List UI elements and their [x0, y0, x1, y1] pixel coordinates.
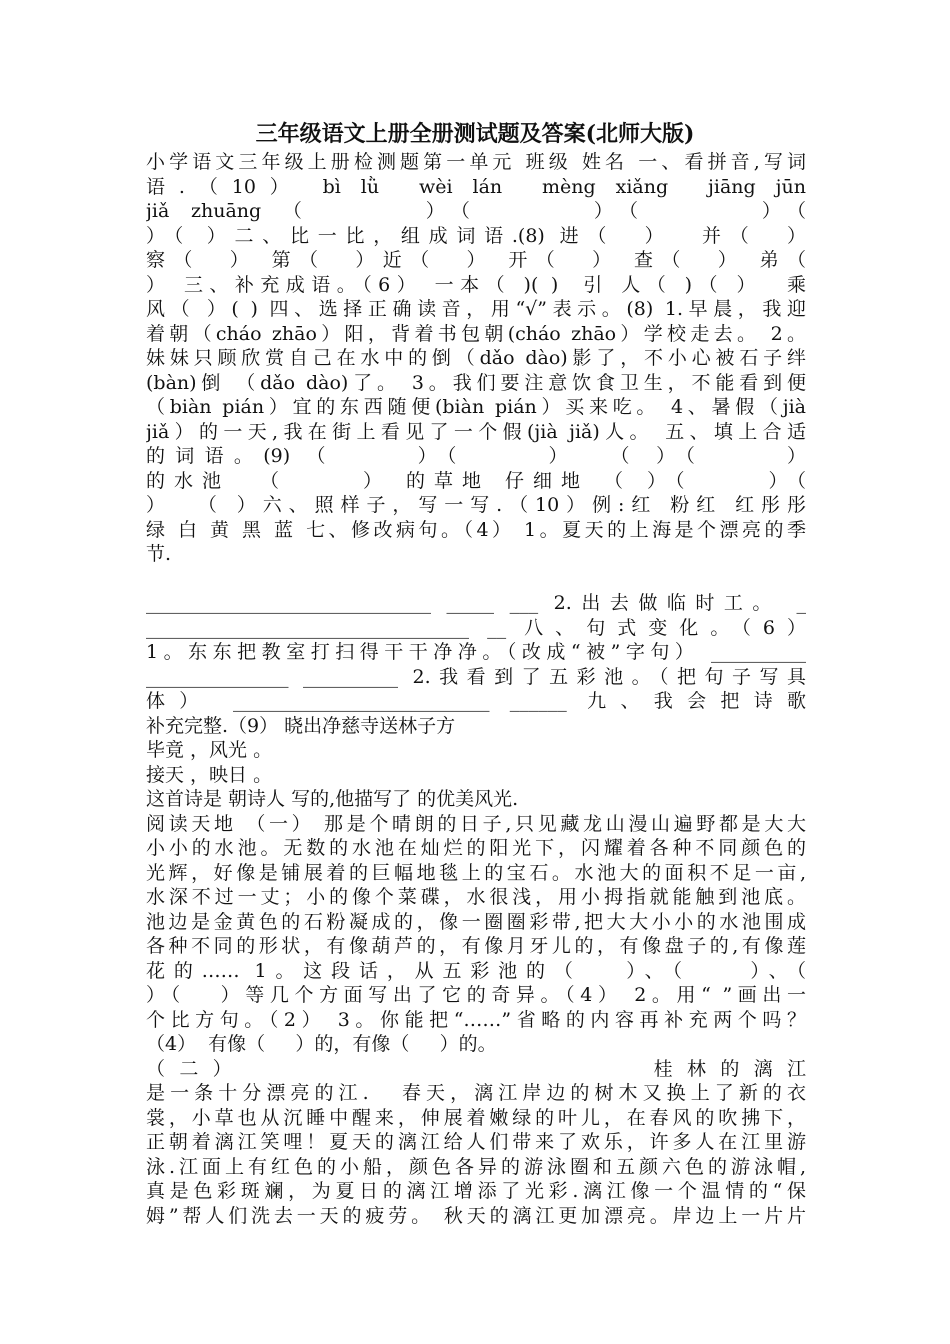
text-line — [146, 567, 806, 591]
text-line: 裳，小草也从沉睡中醒来，伸展着嫩绿的叶儿，在春风的吹拂下， — [146, 1106, 806, 1129]
text-line: 察（ ） 第（ ）近（ ） 开（ ） 查（ ） 弟（ — [146, 249, 806, 271]
text-line: 1。东东把教室打扫得干干净净。（改成“被”字句） __________ — [146, 641, 806, 663]
text-line: jiǎ zhuāng （ ）（ ）（ ）（ — [146, 200, 806, 222]
text-line: 风（ ）( ) 四、选择正确读音，用“√”表示。(8) 1.早晨，我迎 — [146, 298, 806, 320]
text-line: 毕竟 ，风光 。 — [146, 739, 273, 761]
text-line: 泳.江面上有红色的小船，颜色各异的游泳圈和五颜六色的游泳帽, — [146, 1155, 806, 1178]
text-line: 池边是金黄色的石粉凝成的，像一圈圈彩带,把大大小小的水池围成 — [146, 910, 806, 933]
text-line: 是一条十分漂亮的江. 春天，漓江岸边的树木又换上了新的衣 — [146, 1082, 806, 1104]
text-line: 绿 白 黄 黑 蓝 七、修改病句。（4） 1。夏天的上海是个漂亮的季 — [146, 518, 806, 541]
text-line: ）（ ）二、比一比，组成词语.(8) 进（ ） 并（ ） — [146, 224, 806, 247]
text-line: ）（ ）等几个方面写出了它的奇异。（4） 2。用“ ”画出一 — [146, 984, 806, 1006]
text-line: (bàn)倒 （dǎo dào)了。 3。我们要注意饮食卫生，不能看到便 — [146, 371, 806, 394]
text-line: 节. — [146, 543, 172, 565]
text-line: 着朝（cháo zhāo）阳，背着书包朝(cháo zhāo）学校走去。 2。 — [146, 322, 806, 345]
text-line: 妹妹只顾欣赏自己在水中的倒（dǎo dào)影了，不小心被石子绊 — [146, 347, 806, 369]
text-line: 个比方句。（2） 3。你能把“……”省略的内容再补充两个吗？ — [146, 1008, 806, 1031]
text-line: （4） 有像（ ）的，有像（ ）的。 — [146, 1033, 497, 1055]
text-line: （biàn pián）宜的东西随便(biàn pián）买来吃。 4、暑假（jià — [146, 396, 806, 418]
text-line: 水深不过一丈；小的像个菜碟，水很浅，用小拇指就能触到池底。 — [146, 886, 806, 908]
text-line: 正朝着漓江笑哩！夏天的漓江给人们带来了欢乐，许多人在江里游 — [146, 1131, 806, 1153]
text-line: jiǎ）的一天,我在街上看见了一个假(jià jiǎ)人。 五、填上合适 — [146, 420, 806, 443]
text-line: 补充完整.（9） 晓出净慈寺送林子方 — [146, 714, 456, 737]
text-line: _______________ __________ 2.我看到了五彩池。（把句子写具 — [146, 665, 806, 688]
text-line: ） （ ）六、照样子，写一写.（10）例:红 粉红 红彤彤 — [146, 494, 806, 516]
text-line: 体） ___________________________ ______ 九、我会把诗歌 — [146, 690, 806, 712]
text-line: 这首诗是 朝诗人 写的,他描写了 的优美风光. — [146, 788, 519, 810]
text-line: ______________________________ _____ ___ 2.出去做临时工。 _ — [146, 592, 806, 614]
text-line: 的词语。(9) （ ）（ ） （ ）（ ） — [146, 445, 806, 467]
text-line: 阅读天地 （一） 那是个晴朗的日子,只见藏龙山漫山遍野都是大大 — [146, 812, 806, 835]
text-line: __________________________________ __ 八、句式变化。（6） — [146, 616, 806, 639]
text-line: 小小的水池。无数的水池在灿烂的阳光下，闪耀着各种不同颜色的 — [146, 837, 806, 859]
text-line: 真是色彩斑斓，为夏日的漓江增添了光彩.漓江像一个温情的“保 — [146, 1180, 806, 1202]
text-line: 姆”帮人们洗去一天的疲劳。 秋天的漓江更加漂亮。岸边上一片片 — [146, 1204, 806, 1227]
text-line: （二） 桂林的漓江 — [146, 1057, 806, 1080]
text-line: 光辉，好像是铺展着的巨幅地毯上的宝石。水池大的面积不足一亩, — [146, 861, 806, 884]
text-line: 各种不同的形状，有像葫芦的，有像月牙儿的，有像盘子的,有像莲 — [146, 935, 806, 957]
text-line: 小学语文三年级上册检测题第一单元 班级 姓名 一、看拼音,写词 — [146, 151, 806, 173]
text-line: 语.（10） bì lǜ wèi lán mèng xiǎng jiāng jūn — [146, 175, 806, 198]
text-line: 花的…… 1。这段话，从五彩池的（ ）、（ ）、（ — [146, 959, 806, 982]
text-line: 的水池 （ ） 的草地 仔细地 （ ）（ ）（ — [146, 469, 806, 492]
text-line: 接天 ，映日 。 — [146, 763, 273, 786]
text-line: ） 三、补充成语。（6） 一本（ )( ) 引 人（ )（ ） 乘 — [146, 273, 806, 296]
document-title: 三年级语文上册全册测试题及答案(北师大版) — [255, 121, 695, 147]
